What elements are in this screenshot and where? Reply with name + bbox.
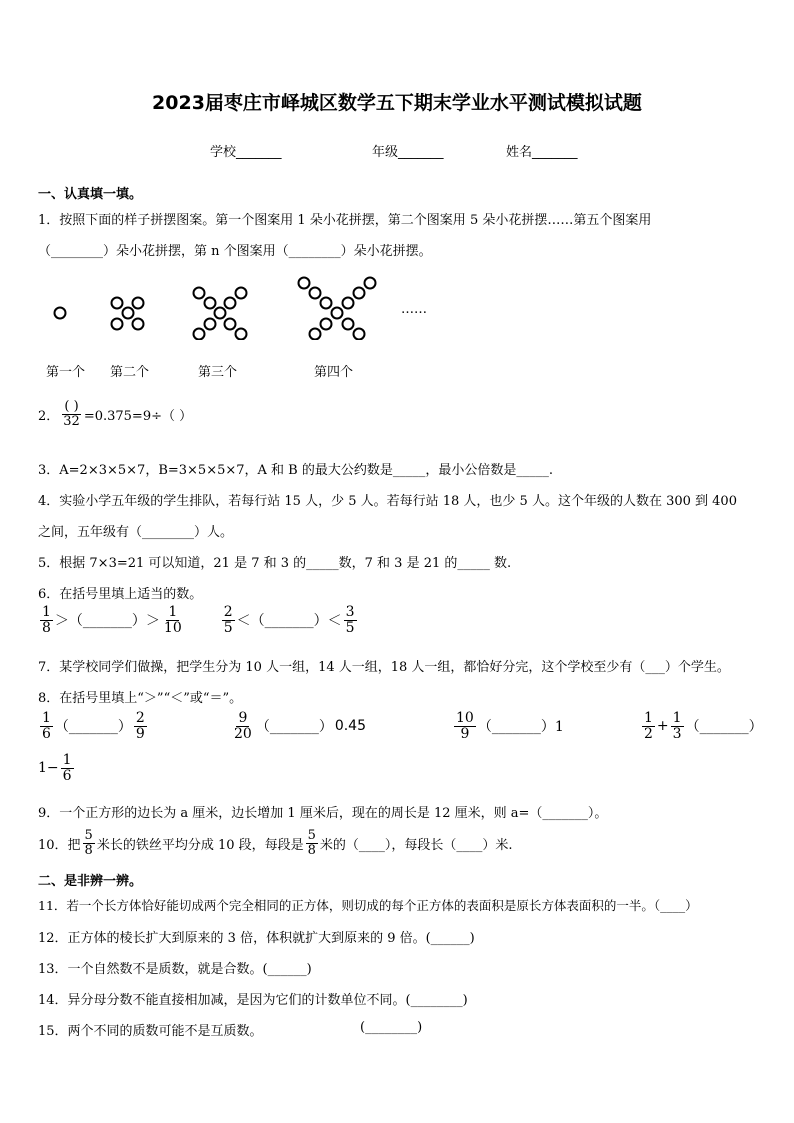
flower-icon	[354, 288, 365, 299]
flower-icon	[310, 329, 321, 340]
fraction-numerator: 9	[238, 710, 248, 726]
question-2-number: 2．	[38, 408, 60, 424]
fraction	[344, 605, 357, 635]
fraction	[83, 829, 95, 857]
flower-icon	[365, 278, 376, 289]
pattern-label-1: 第一个	[46, 365, 86, 380]
flower-icon	[321, 319, 332, 330]
question-11: 11．若一个长方体恰好能切成两个完全相同的正方体，则切成的每个正方体的表面积是原长方体表面积的一半。（____）	[38, 898, 698, 913]
question-15: 15．两个不同的质数可能不是互质数。	[38, 1024, 263, 1039]
question-8-item-d	[640, 711, 763, 741]
flower-icon	[225, 319, 236, 330]
question-1-line-1: 1．按照下面的样子拼摆图案。第一个图案用 1 朵小花拼摆，第二个图案用 5 朵小花拼摆……第五个图案用	[38, 213, 652, 228]
fraction	[162, 605, 184, 635]
flower-icon	[112, 298, 123, 309]
decimal-value: 0.45	[334, 718, 366, 735]
flower-icon	[133, 298, 144, 309]
flower-icon	[332, 308, 343, 319]
fraction-denominator: 8	[42, 619, 51, 636]
fraction-denominator: 8	[307, 842, 316, 858]
grade-field: 年级_______	[372, 145, 444, 160]
question-3: 3．A=2×3×5×7，B=3×5×5×7，A 和 B 的最大公约数是_____，最小公倍数是_____.	[38, 463, 553, 478]
fraction-denominator: 20	[234, 725, 252, 742]
question-6: 6．在括号里填上适当的数。	[38, 587, 203, 602]
fraction-numerator: 1	[672, 710, 682, 726]
pattern-label-2: 第二个	[110, 365, 150, 380]
fraction-numerator: 1	[42, 604, 51, 620]
question-2-rest: =0.375=9÷（ ）	[83, 408, 193, 424]
school-field: 学校_______	[210, 145, 282, 160]
flower-icon	[194, 288, 205, 299]
fraction-denominator: 8	[84, 842, 93, 858]
fraction-denominator: 9	[460, 725, 470, 742]
pattern-label-4: 第四个	[314, 365, 354, 380]
fraction-numerator: 10	[456, 710, 474, 726]
fraction-numerator: 2	[135, 710, 145, 726]
fraction-denominator: 5	[223, 619, 233, 636]
flower-icon	[194, 329, 205, 340]
flower-icon	[205, 319, 216, 330]
section-2-heading: 二、是非辨一辨。	[38, 874, 143, 889]
question-7: 7．某学校同学们做操，把学生分为 10 人一组，14 人一组，18 人一组，都恰好分完，这个学校至少有（___）个学生。	[38, 660, 730, 675]
flower-icon	[299, 278, 310, 289]
flower-icon	[343, 319, 354, 330]
comparison-blank: （_______）	[255, 719, 333, 736]
question-13: 13．一个自然数不是质数，就是合数。(______)	[38, 962, 312, 977]
flower-icon	[354, 329, 365, 340]
question-10-prefix: 10．把	[38, 837, 81, 853]
fraction-denominator: 6	[42, 725, 51, 742]
flower-pattern-figure	[0, 270, 794, 340]
flower-icon	[123, 308, 134, 319]
comparison-blank: ＜（_______）＜	[236, 613, 342, 630]
question-8-item-e	[38, 753, 76, 783]
fraction	[642, 711, 655, 741]
fraction-numerator: 2	[223, 604, 233, 620]
fraction	[232, 711, 254, 741]
comparison-blank: （_______）1	[477, 719, 564, 736]
question-10-middle: 米长的铁丝平均分成 10 段，每段是	[96, 837, 304, 853]
fraction	[40, 605, 53, 635]
flower-icon	[55, 308, 66, 319]
fraction-denominator: 2	[644, 725, 653, 742]
fraction-numerator: ( )	[64, 399, 79, 414]
fraction-denominator: 9	[135, 725, 145, 742]
comparison-blank: （_______）	[685, 719, 763, 736]
fraction	[134, 711, 147, 741]
question-4-line-1: 4．实验小学五年级的学生排队，若每行站 15 人，少 5 人。若每行站 18 人，也少 5 人。这个年级的人数在 300 到 400	[38, 494, 737, 509]
name-field: 姓名_______	[506, 145, 578, 160]
fraction	[306, 829, 318, 857]
question-4-line-2: 之间，五年级有（________）人。	[38, 525, 234, 540]
comparison-blank: ＞（_______）＞	[54, 613, 160, 630]
fraction-numerator: 3	[345, 604, 355, 620]
question-5: 5．根据 7×3=21 可以知道，21 是 7 和 3 的_____数，7 和 3 是 21 的_____ 数.	[38, 556, 512, 571]
flower-icon	[225, 298, 236, 309]
question-6-row	[38, 605, 359, 635]
question-1-line-2: （________）朵小花拼摆，第 n 个图案用（________）朵小花拼摆。	[38, 244, 432, 259]
flower-icon	[321, 298, 332, 309]
flower-icon	[310, 288, 321, 299]
question-10	[38, 829, 513, 857]
pattern-label-3: 第三个	[198, 365, 238, 380]
fraction	[222, 605, 235, 635]
flower-icon	[343, 298, 354, 309]
fraction	[40, 711, 53, 741]
question-15-answer-blank: (________)	[360, 1020, 423, 1035]
comparison-blank: （_______）	[54, 719, 132, 736]
fraction-denominator: 32	[63, 413, 80, 429]
flower-icon	[236, 329, 247, 340]
plus-sign: +	[656, 718, 669, 735]
fraction-denominator: 6	[62, 767, 72, 784]
fraction-denominator: 3	[672, 725, 682, 742]
question-14: 14．异分母分数不能直接相加减，是因为它们的计数单位不同。(________)	[38, 993, 468, 1008]
fraction-denominator: 5	[345, 619, 355, 636]
fraction-numerator: 1	[168, 604, 178, 620]
question-8: 8．在括号里填上“＞”“＜”或“＝”。	[38, 691, 243, 706]
fraction-numerator: 1	[644, 710, 653, 726]
fraction	[61, 753, 74, 783]
pattern-ellipsis: ……	[401, 302, 427, 317]
question-8-item-b	[230, 711, 366, 741]
section-1-heading: 一、认真填一填。	[38, 187, 143, 202]
question-2-fraction	[61, 400, 82, 428]
flower-icon	[236, 288, 247, 299]
question-2	[38, 400, 192, 428]
question-8-item-c	[452, 711, 564, 741]
fraction	[671, 711, 684, 741]
fraction-numerator: 1	[62, 752, 72, 768]
flower-icon	[133, 319, 144, 330]
fraction	[454, 711, 476, 741]
question-9: 9．一个正方形的边长为 a 厘米，边长增加 1 厘米后，现在的周长是 12 厘米，则 a=（_______）。	[38, 806, 608, 821]
fraction-numerator: 5	[307, 828, 316, 843]
question-12: 12．正方体的棱长扩大到原来的 3 倍，体积就扩大到原来的 9 倍。(______)	[38, 931, 475, 946]
fraction-denominator: 10	[163, 619, 182, 636]
question-10-suffix: 米的（____），每段长（____）米.	[319, 837, 513, 853]
expression-prefix: 1−	[38, 760, 59, 777]
fraction-numerator: 5	[84, 828, 93, 843]
page-title: 2023届枣庄市峄城区数学五下期末学业水平测试模拟试题	[152, 92, 642, 114]
fraction-numerator: 1	[42, 710, 51, 726]
question-8-item-a	[38, 711, 149, 741]
flower-icon	[112, 319, 123, 330]
flower-icon	[205, 298, 216, 309]
flower-icon	[215, 308, 226, 319]
